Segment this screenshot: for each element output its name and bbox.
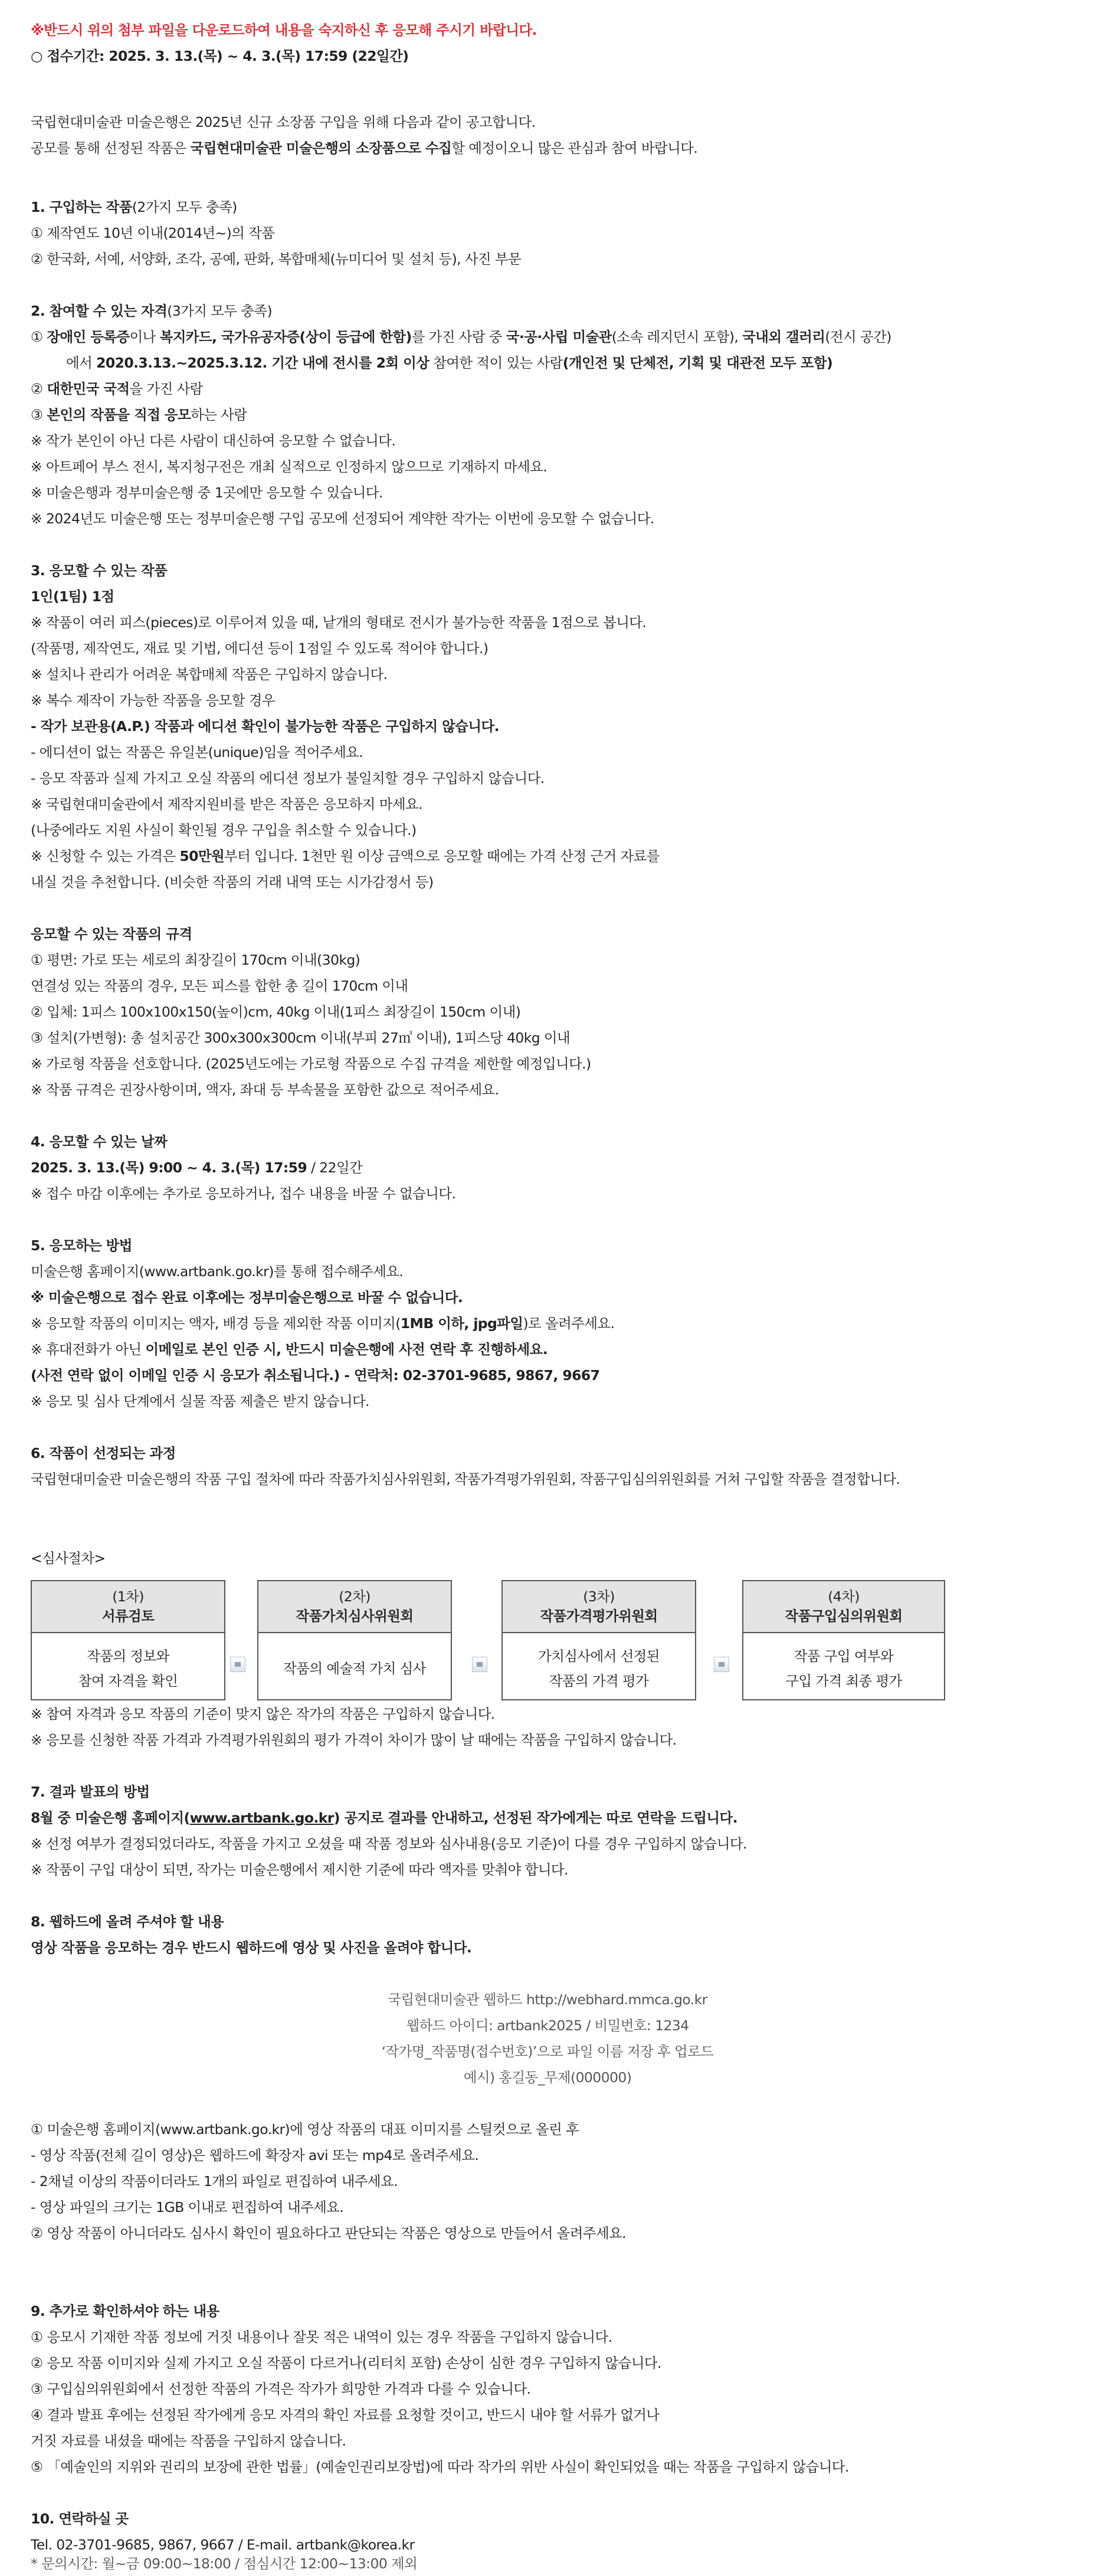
process-step-2: (2차) 작품가치심사위원회 작품의 예술적 가치 심사	[257, 1580, 452, 1700]
step-name: 서류검토	[101, 1608, 155, 1624]
section-2-note: ※ 작가 본인이 아닌 다른 사람이 대신하여 응모할 수 없습니다.	[31, 432, 396, 449]
section-8-line: - 영상 파일의 크기는 1GB 이내로 편집하여 내주세요.	[31, 2199, 344, 2216]
section-8-line: ② 영상 작품이 아니더라도 심사시 확인이 필요하다고 판단되는 작품은 영상으로 만들어서 올려주세요.	[31, 2225, 627, 2241]
section-3-line: 내실 것을 추천합니다. (비슷한 작품의 거래 내역 또는 시가감정서 등)	[31, 874, 434, 890]
section-9-line: ② 응모 작품 이미지와 실제 가지고 오실 작품이 다르거나(리터치 포함) 손상이 심한 경우 구입하지 않습니다.	[31, 2355, 661, 2371]
step-number: (3차)	[583, 1588, 615, 1605]
section-3-title: 3. 응모할 수 있는 작품	[31, 562, 168, 579]
section-8-subtitle: 영상 작품을 응모하는 경우 반드시 웹하드에 영상 및 사진을 올려야 합니다.	[31, 1939, 472, 1956]
arrow-icon	[714, 1657, 729, 1672]
spec-line: ③ 설치(가변형): 총 설치공간 300x300x300cm 이내(부피 27㎥ 이내), 1피스당 40kg 이내	[31, 1030, 571, 1046]
section-5-line: ※ 미술은행으로 접수 완료 이후에는 정부미술은행으로 바꿀 수 없습니다.	[31, 1289, 463, 1306]
section-5-line: ※ 응모 및 심사 단계에서 실물 작품 제출은 받지 않습니다.	[31, 1393, 370, 1410]
section-9-line: ③ 구입심의위원회에서 선정한 작품의 가격은 작가가 희망한 가격과 다를 수 있습니다.	[31, 2381, 531, 2397]
spec-title: 응모할 수 있는 작품의 규격	[31, 926, 192, 942]
section-8-line: - 영상 작품(전체 길이 영상)은 웹하드에 확장자 avi 또는 mp4로 올려주세요.	[31, 2147, 479, 2164]
section-5-line: ※ 휴대전화가 아닌 이메일로 본인 인증 시, 반드시 미술은행에 사전 연락 후 진행하세요.	[31, 1341, 548, 1358]
section-4-title: 4. 응모할 수 있는 날짜	[31, 1133, 168, 1150]
intro-line-2: 공모를 통해 선정된 작품은 국립현대미술관 미술은행의 소장품으로 수집할 예정이오니 많은 관심과 참여 바랍니다.	[31, 140, 698, 156]
section-2-item: ① 장애인 등록증이나 복지카드, 국가유공자증(상이 등급에 한함)를 가진 사람 중 국·공·사립 미술관(소속 레지던시 포함), 국내외 갤러리(전시 공간)	[31, 329, 891, 345]
section-9-title: 9. 추가로 확인하셔야 하는 내용	[31, 2303, 219, 2319]
webhard-example: 예시) 홍길동_무제(000000)	[463, 2069, 632, 2086]
section-10-title: 10. 연락하실 곳	[31, 2511, 129, 2527]
section-6-note: ※ 참여 자격과 응모 작품의 기준이 맞지 않은 작가의 작품은 구입하지 않습니다.	[31, 1706, 495, 1722]
spec-line: ※ 작품 규격은 권장사항이며, 액자, 좌대 등 부속물을 포함한 값으로 적어주세요.	[31, 1081, 499, 1098]
section-6-note: ※ 응모를 신청한 작품 가격과 가격평가위원회의 평가 가격이 차이가 많이 날 때에는 작품을 구입하지 않습니다.	[31, 1732, 677, 1748]
download-notice: ※반드시 위의 첨부 파일을 다운로드하여 내용을 숙지하신 후 응모해 주시기 바랍니다.	[31, 22, 537, 38]
step-number: (1차)	[112, 1588, 144, 1605]
process-step-1: (1차) 서류검토 작품의 정보와 참여 자격을 확인	[31, 1580, 225, 1700]
webhard-filename-rule: ‘작가명_작품명(접수번호)’으로 파일 이름 저장 후 업로드	[381, 2043, 714, 2060]
section-3-line: ※ 국립현대미술관에서 제작지원비를 받은 작품은 응모하지 마세요.	[31, 796, 422, 812]
section-9-line: ⑤ 「예술인의 지위와 권리의 보장에 관한 법률」(예술인권리보장법)에 따라 작가의 위반 사실이 확인되었을 때는 작품을 구입하지 않습니다.	[31, 2459, 849, 2475]
section-7-line: 8월 중 미술은행 홈페이지(www.artbank.go.kr) 공지로 결과를 안내하고, 선정된 작가에게는 따로 연락을 드립니다.	[31, 1810, 737, 1826]
section-3-line: ※ 작품이 여러 피스(pieces)로 이루어져 있을 때, 낱개의 형태로 전시가 불가능한 작품을 1점으로 봅니다.	[31, 614, 647, 631]
section-5-line: 미술은행 홈페이지(www.artbank.go.kr)를 통해 접수해주세요.	[31, 1263, 404, 1280]
section-7-note: ※ 선정 여부가 결정되었더라도, 작품을 가지고 오셨을 때 작품 정보와 심사내용(응모 기준)이 다를 경우 구입하지 않습니다.	[31, 1836, 747, 1852]
step-name: 작품가치심사위원회	[296, 1608, 414, 1624]
section-3-line: (작품명, 제작연도, 재료 및 기법, 에디션 등이 1점일 수 있도록 적어야 합니다.)	[31, 640, 489, 657]
section-2-note: ※ 미술은행과 정부미술은행 중 1곳에만 응모할 수 있습니다.	[31, 484, 383, 501]
section-2-note: ※ 아트페어 부스 전시, 복지청구전은 개최 실적으로 인정하지 않으므로 기재하지 마세요.	[31, 458, 548, 475]
section-2-item: ③ 본인의 작품을 직접 응모하는 사람	[31, 407, 247, 423]
section-2-note: ※ 2024년도 미술은행 또는 정부미술은행 구입 공모에 선정되어 계약한 작가는 이번에 응모할 수 없습니다.	[31, 510, 654, 527]
section-3-line: (나중에라도 지원 사실이 확인될 경우 구입을 취소할 수 있습니다.)	[31, 822, 417, 838]
artbank-link[interactable]: www.artbank.go.kr	[189, 1810, 334, 1826]
section-6-title: 6. 작품이 선정되는 과정	[31, 1445, 176, 1461]
arrow-icon	[230, 1657, 245, 1672]
section-5-title: 5. 응모하는 방법	[31, 1237, 132, 1254]
section-3-line: - 응모 작품과 실제 가지고 오실 작품의 에디션 정보가 불일치할 경우 구입하지 않습니다.	[31, 770, 545, 786]
process-step-4: (4차) 작품구입심의위원회 작품 구입 여부와 구입 가격 최종 평가	[742, 1580, 945, 1700]
section-2-item-cont: 에서 2020.3.13.~2025.3.12. 기간 내에 전시를 2회 이상 참여한 적이 있는 사람(개인전 및 단체전, 기획 및 대관전 모두 포함)	[66, 355, 833, 371]
section-1-item: ① 제작연도 10년 이내(2014년~)의 작품	[31, 225, 275, 241]
section-8-line: ① 미술은행 홈페이지(www.artbank.go.kr)에 영상 작품의 대표 이미지를 스틸컷으로 올린 후	[31, 2121, 579, 2138]
application-period: ○ 접수기간: 2025. 3. 13.(목) ~ 4. 3.(목) 17:59 (22일간)	[31, 48, 409, 64]
contact-info: Tel. 02-3701-9685, 9867, 9667 / E-mail. artbank@korea.kr	[31, 2536, 415, 2553]
spec-line: 연결성 있는 작품의 경우, 모든 피스를 합한 총 길이 170cm 이내	[31, 978, 408, 994]
section-8-title: 8. 웹하드에 올려 주셔야 할 내용	[31, 1913, 224, 1930]
process-step-3: (3차) 작품가격평가위원회 가치심사에서 선정된 작품의 가격 평가	[501, 1580, 696, 1700]
section-3-line: ※ 복수 제작이 가능한 작품을 응모할 경우	[31, 692, 275, 709]
section-3-line: - 작가 보관용(A.P.) 작품과 에디션 확인이 불가능한 작품은 구입하지 않습니다.	[31, 718, 499, 735]
arrow-icon	[472, 1657, 487, 1672]
section-4-date: 2025. 3. 13.(목) 9:00 ~ 4. 3.(목) 17:59 / 22일간	[31, 1159, 363, 1176]
section-5-line: ※ 응모할 작품의 이미지는 액자, 배경 등을 제외한 작품 이미지(1MB 이하, jpg파일)로 올려주세요.	[31, 1315, 615, 1332]
section-9-line: ① 응모시 기재한 작품 정보에 거짓 내용이나 잘못 적은 내역이 있는 경우 작품을 구입하지 않습니다.	[31, 2329, 612, 2345]
step-number: (2차)	[339, 1588, 371, 1605]
section-3-line: ※ 신청할 수 있는 가격은 50만원부터 입니다. 1천만 원 이상 금액으로 응모할 때에는 가격 산정 근거 자료를	[31, 848, 660, 864]
section-1-item: ② 한국화, 서예, 서양화, 조각, 공예, 판화, 복합매체(뉴미디어 및 설치 등), 사진 부문	[31, 251, 522, 267]
section-2-item: ② 대한민국 국적을 가진 사람	[31, 381, 203, 397]
section-9-line: ④ 결과 발표 후에는 선정된 작가에게 응모 자격의 확인 자료를 요청할 것이고, 반드시 내야 할 서류가 없거나	[31, 2407, 660, 2423]
section-8-line: - 2채널 이상의 작품이더라도 1개의 파일로 편집하여 내주세요.	[31, 2173, 398, 2190]
section-7-note: ※ 작품이 구입 대상이 되면, 작가는 미술은행에서 제시한 기준에 따라 액자를 맞춰야 합니다.	[31, 1861, 568, 1878]
inquiry-hours: * 문의시간: 월~금 09:00~18:00 / 점심시간 12:00~13:00 제외	[31, 2555, 418, 2572]
spec-line: ② 입체: 1피스 100x100x150(높이)cm, 40kg 이내(1피스 최장길이 150cm 이내)	[31, 1004, 521, 1020]
process-label: <심사절차>	[31, 1550, 106, 1566]
section-5-line: (사전 연락 없이 이메일 인증 시 응모가 취소됩니다.) - 연락처: 02-3701-9685, 9867, 9667	[31, 1367, 600, 1384]
spec-line: ※ 가로형 작품을 선호합니다. (2025년도에는 가로형 작품으로 수집 규격을 제한할 예정입니다.)	[31, 1056, 591, 1072]
intro-line-1: 국립현대미술관 미술은행은 2025년 신규 소장품 구입을 위해 다음과 같이 공고합니다.	[31, 114, 536, 130]
webhard-credentials: 웹하드 아이디: artbank2025 / 비밀번호: 1234	[406, 2017, 689, 2034]
section-4-note: ※ 접수 마감 이후에는 추가로 응모하거나, 접수 내용을 바꿀 수 없습니다.	[31, 1185, 456, 1202]
section-1-title: 1. 구입하는 작품(2가지 모두 충족)	[31, 199, 237, 215]
section-3-subtitle: 1인(1팀) 1점	[31, 588, 114, 605]
section-6-desc: 국립현대미술관 미술은행의 작품 구입 절차에 따라 작품가치심사위원회, 작품가격평가위원회, 작품구입심의위원회를 거쳐 구입할 작품을 결정합니다.	[31, 1471, 900, 1487]
section-3-line: ※ 설치나 관리가 어려운 복합매체 작품은 구입하지 않습니다.	[31, 666, 388, 683]
section-9-line: 거짓 자료를 내셨을 때에는 작품을 구입하지 않습니다.	[31, 2433, 346, 2449]
section-3-line: - 에디션이 없는 작품은 유일본(unique)임을 적어주세요.	[31, 744, 363, 761]
section-2-title: 2. 참여할 수 있는 자격(3가지 모두 충족)	[31, 303, 273, 319]
spec-line: ① 평면: 가로 또는 세로의 최장길이 170cm 이내(30kg)	[31, 952, 360, 968]
section-7-title: 7. 결과 발표의 방법	[31, 1784, 150, 1800]
step-name: 작품가격평가위원회	[540, 1608, 658, 1624]
step-number: (4차)	[828, 1588, 860, 1605]
webhard-address: 국립현대미술관 웹하드 http://webhard.mmca.go.kr	[388, 1991, 707, 2008]
step-name: 작품구입심의위원회	[785, 1608, 903, 1624]
